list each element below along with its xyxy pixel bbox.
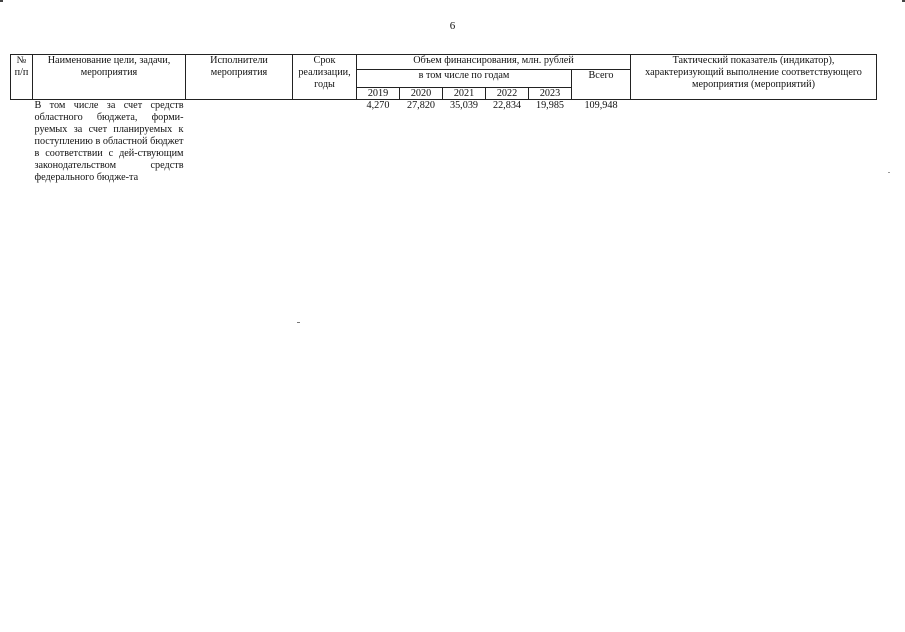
row-value-2023: 19,985 xyxy=(535,100,564,111)
header-year: 2020 xyxy=(400,88,443,100)
header-financing: Объем финансирования, млн. рублей xyxy=(357,55,631,70)
header-executors: Исполнители мероприятия xyxy=(186,55,293,100)
row-total: 109,948 xyxy=(584,100,618,111)
row-number xyxy=(11,100,33,185)
header-total: Всего xyxy=(572,70,631,100)
table-row xyxy=(11,100,877,185)
header-year: 2022 xyxy=(486,88,529,100)
page-number: 6 xyxy=(449,20,456,32)
row-value-2022: 22,834 xyxy=(492,100,521,111)
header-term: Срок реализации, годы xyxy=(293,55,357,100)
row-indicator xyxy=(631,100,877,185)
row-value-2020: 27,820 xyxy=(406,100,435,111)
scan-artifact xyxy=(297,322,300,323)
header-number: № п/п xyxy=(11,55,33,100)
header-by-years: в том числе по годам xyxy=(357,70,572,88)
row-name: В том числе за счет средств областного бюджета, форми-руемых за счет планируемых к поступлению в областной бюджет в соответствии с дей-ствующим законодательством средств федерального бюдже-та xyxy=(34,100,184,183)
scan-artifact xyxy=(888,172,890,173)
header-year: 2023 xyxy=(529,88,572,100)
row-executors xyxy=(186,100,293,185)
header-indicator: Тактический показатель (индикатор), характеризующий выполнение соответствующего мероприятия (мероприятий) xyxy=(631,55,877,100)
header-name: Наименование цели, задачи, мероприятия xyxy=(33,55,186,100)
header-year: 2019 xyxy=(357,88,400,100)
row-value-2021: 35,039 xyxy=(449,100,478,111)
financing-table xyxy=(10,54,877,184)
scan-artifact xyxy=(0,0,3,2)
row-value-2019: 4,270 xyxy=(366,100,390,111)
row-term xyxy=(293,100,357,185)
header-year: 2021 xyxy=(443,88,486,100)
